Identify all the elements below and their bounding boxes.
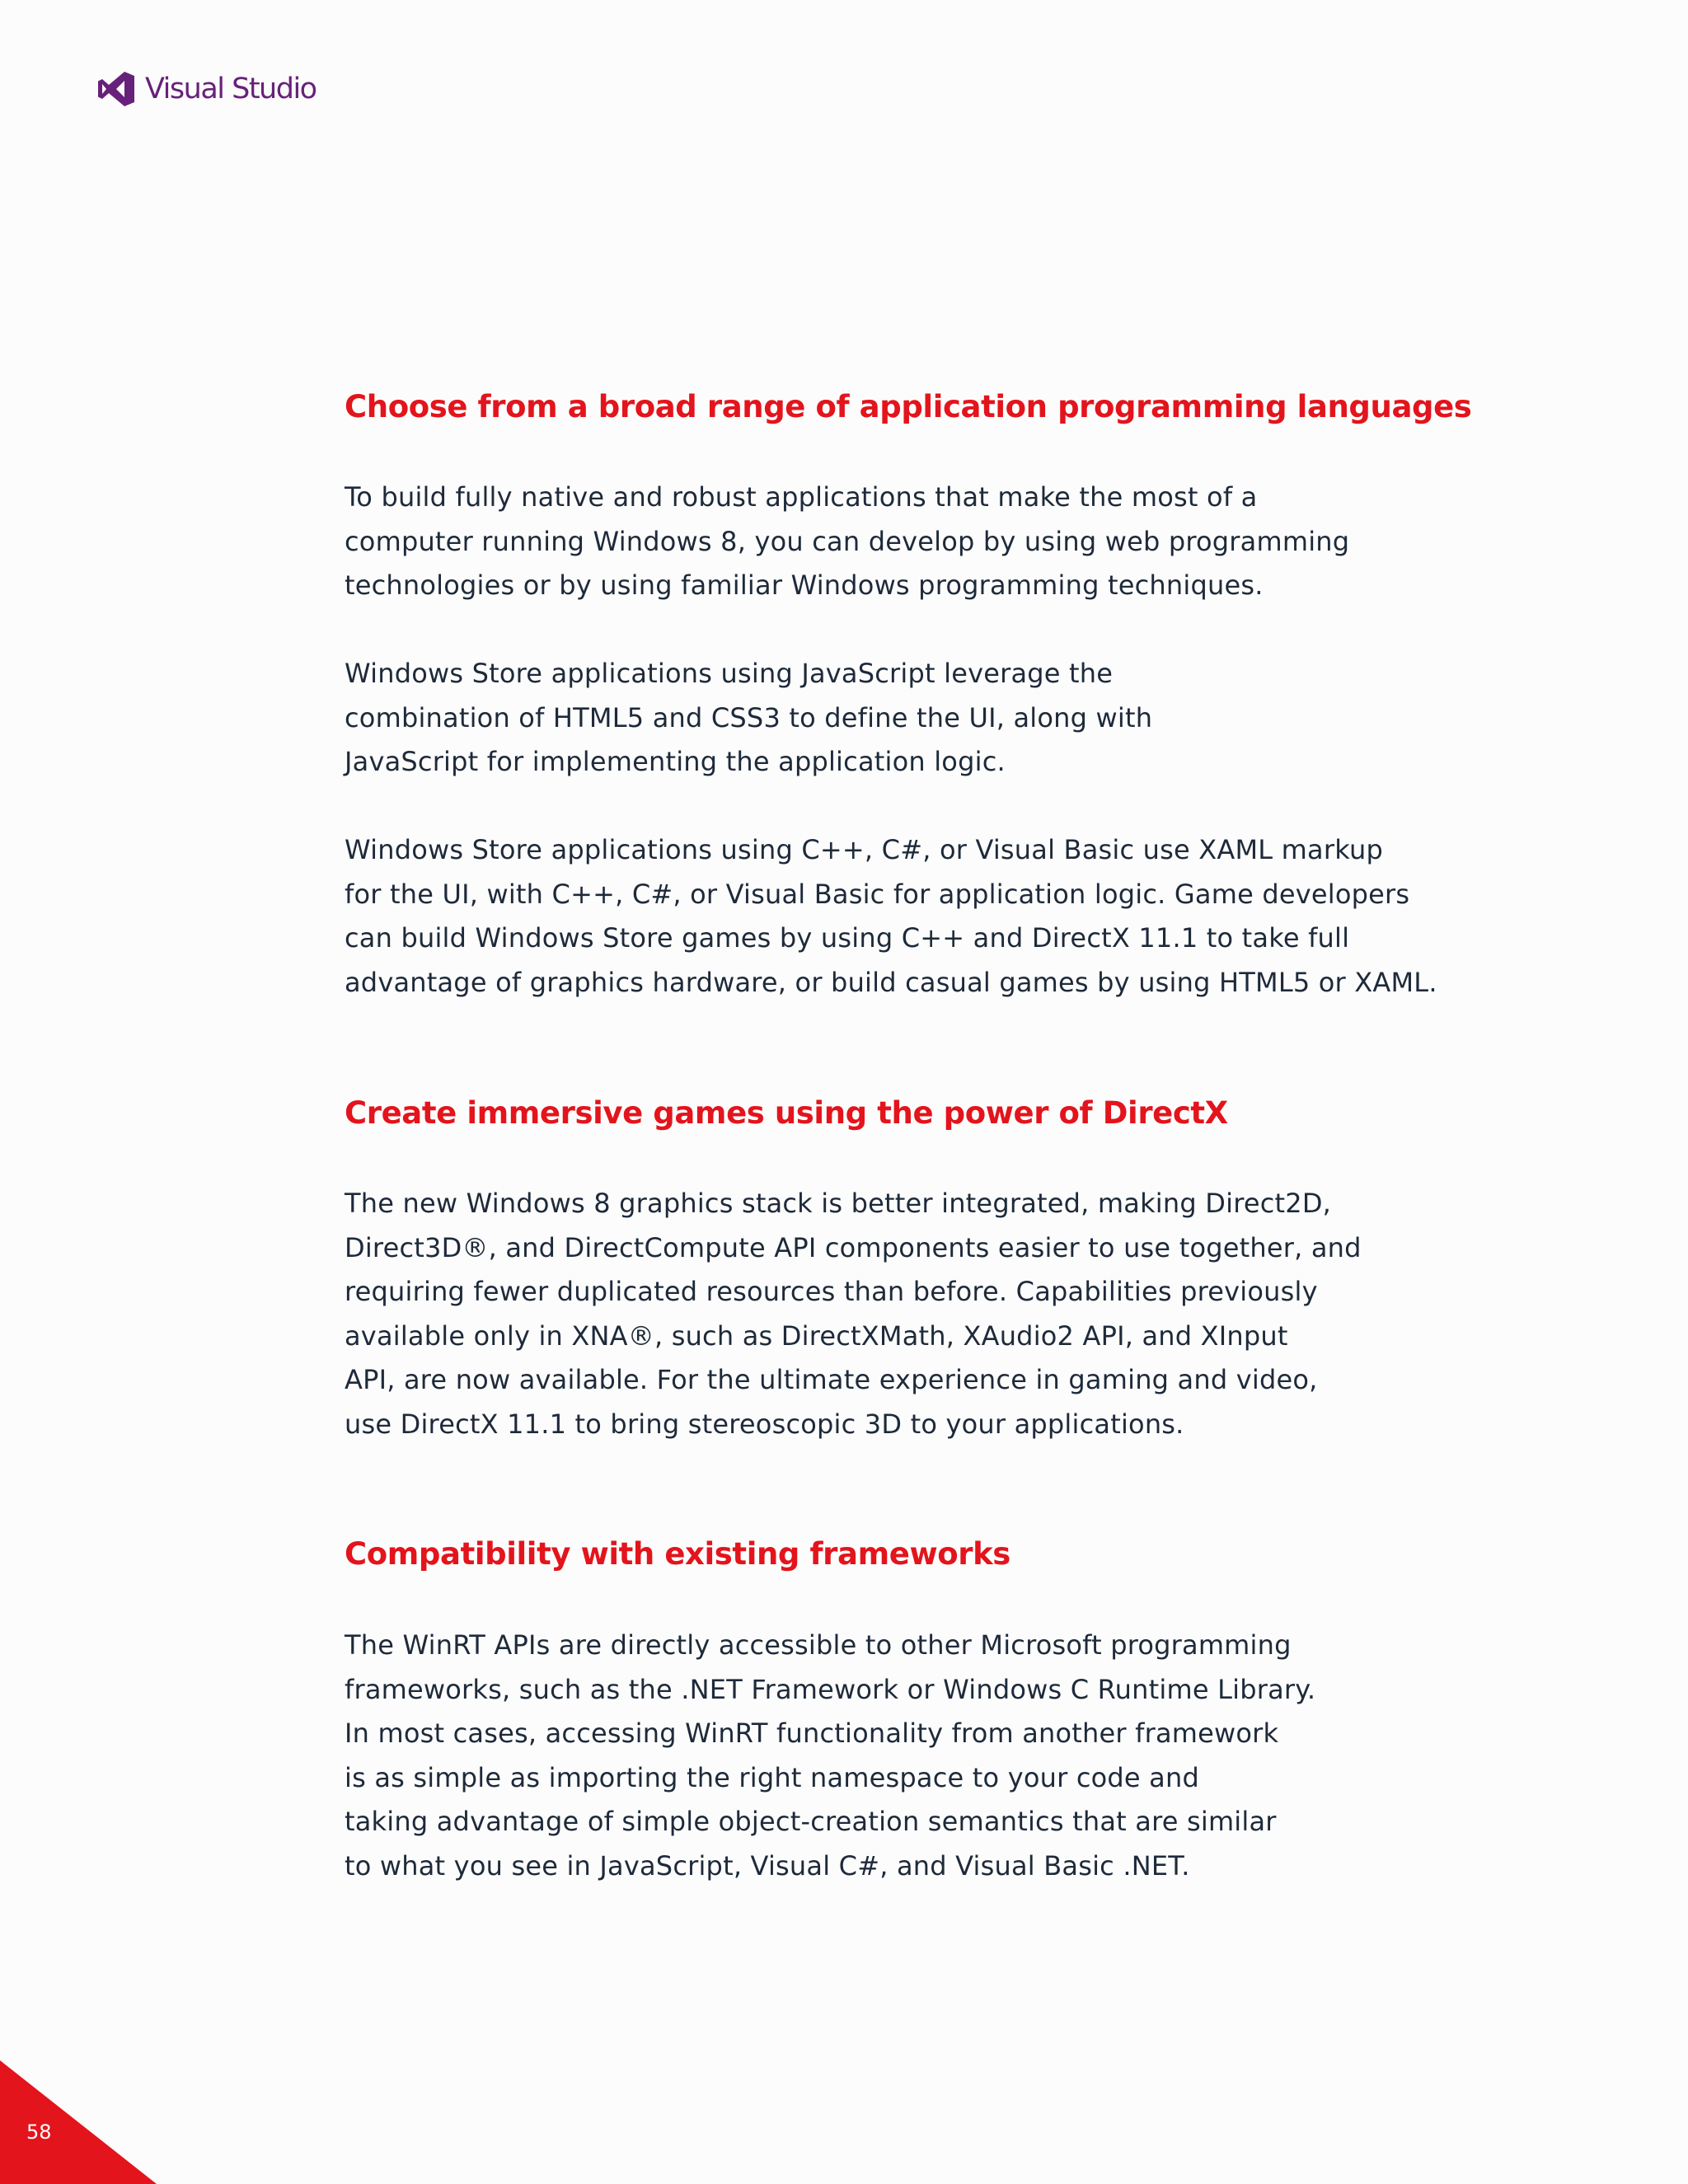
paragraph bbox=[345, 652, 1152, 785]
page-corner-triangle bbox=[0, 2060, 157, 2184]
paragraph-line: In most cases, accessing WinRT functionality from another framework bbox=[345, 1718, 1279, 1750]
paragraph-line: API, are now available. For the ultimate experience in gaming and video, bbox=[345, 1364, 1318, 1396]
paragraph-line: taking advantage of simple object-creation semantics that are similar bbox=[345, 1806, 1277, 1838]
paragraph-line: advantage of graphics hardware, or build casual games by using HTML5 or XAML. bbox=[345, 966, 1437, 998]
logo-text: Visual Studio bbox=[145, 73, 316, 105]
paragraph bbox=[345, 1624, 1315, 1889]
paragraph-line: The WinRT APIs are directly accessible to other Microsoft programming bbox=[345, 1629, 1292, 1661]
paragraph-line: Direct3D®, and DirectCompute API components easier to use together, and bbox=[345, 1231, 1362, 1263]
paragraph-line: technologies or by using familiar Windows programming techniques. bbox=[345, 569, 1264, 602]
paragraph-line: available only in XNA®, such as DirectXMath, XAudio2 API, and XInput bbox=[345, 1319, 1288, 1352]
paragraph-line: The new Windows 8 graphics stack is better integrated, making Direct2D, bbox=[345, 1188, 1332, 1219]
paragraph-line: JavaScript for implementing the application logic. bbox=[345, 746, 1006, 778]
section-heading: Create immersive games using the power of DirectX bbox=[345, 1095, 1228, 1131]
paragraph-line: use DirectX 11.1 to bring stereoscopic 3D to your applications. bbox=[345, 1408, 1184, 1440]
paragraph-line: can build Windows Store games by using C++ and DirectX 11.1 to take full bbox=[345, 922, 1350, 954]
paragraph-line: To build fully native and robust applications that make the most of a bbox=[345, 481, 1258, 513]
paragraph-line: is as simple as importing the right namespace to your code and bbox=[345, 1761, 1199, 1793]
paragraph-line: for the UI, with C++, C#, or Visual Basic for application logic. Game developers bbox=[345, 878, 1410, 910]
section-heading: Compatibility with existing frameworks bbox=[345, 1536, 1010, 1572]
section-heading: Choose from a broad range of application programming languages bbox=[345, 389, 1472, 424]
paragraph-line: Windows Store applications using C++, C#, or Visual Basic use XAML markup bbox=[345, 834, 1383, 865]
paragraph-line: requiring fewer duplicated resources than before. Capabilities previously bbox=[345, 1276, 1318, 1308]
visual-studio-infinity-icon bbox=[97, 71, 135, 107]
paragraph bbox=[345, 828, 1437, 1005]
paragraph-line: Windows Store applications using JavaScript leverage the bbox=[345, 658, 1114, 689]
paragraph-line: to what you see in JavaScript, Visual C#, and Visual Basic .NET. bbox=[345, 1849, 1190, 1882]
paragraph-line: computer running Windows 8, you can develop by using web programming bbox=[345, 525, 1350, 557]
paragraph bbox=[345, 1182, 1362, 1447]
paragraph-line: combination of HTML5 and CSS3 to define the UI, along with bbox=[345, 701, 1153, 733]
page-number: 58 bbox=[26, 2121, 52, 2144]
paragraph bbox=[345, 476, 1349, 608]
paragraph-line: frameworks, such as the .NET Framework or Windows C Runtime Library. bbox=[345, 1673, 1316, 1705]
visual-studio-logo bbox=[97, 71, 316, 107]
